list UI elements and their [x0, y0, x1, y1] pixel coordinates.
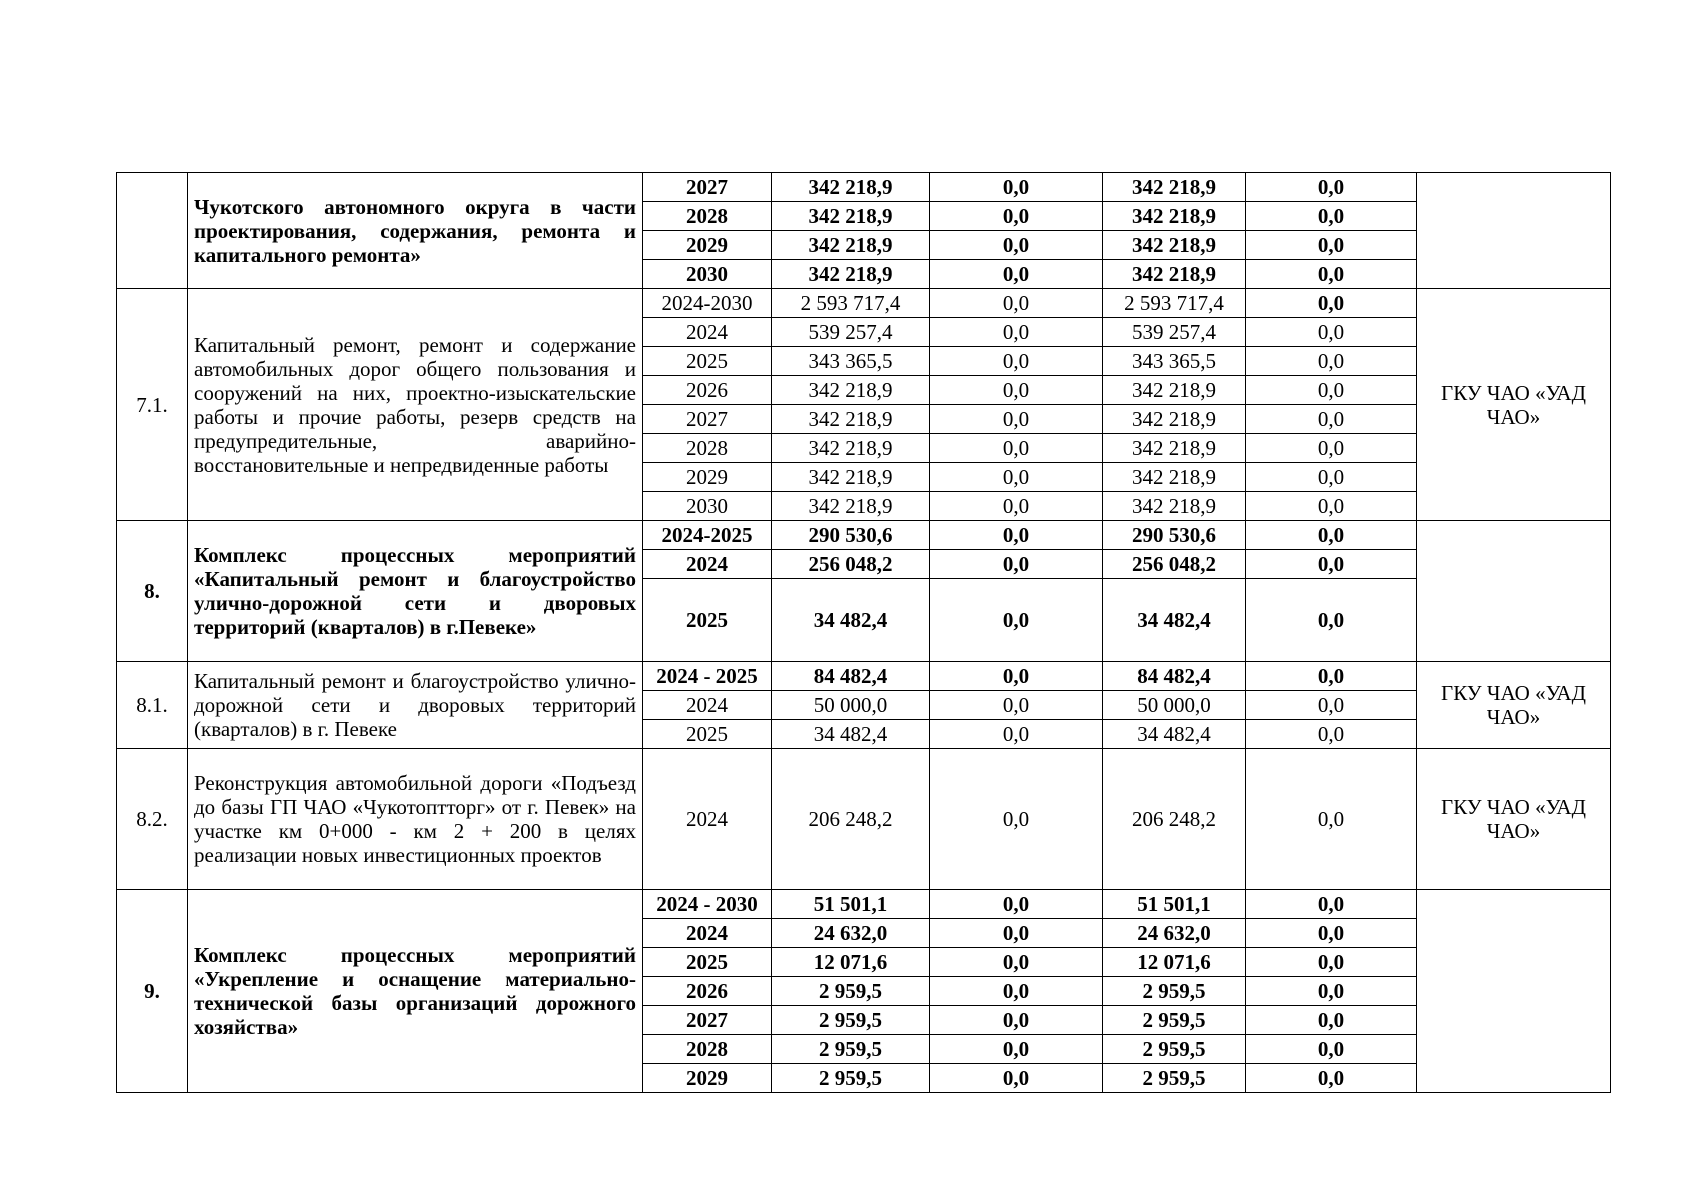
regional-cell: 343 365,5	[1103, 347, 1246, 376]
item-name: Комплекс процессных мероприятий «Капитальный ремонт и благоустройство улично-дорожной сети и дворовых территорий (кварталов) в г.Певеке»	[188, 521, 643, 662]
regional-cell: 51 501,1	[1103, 890, 1246, 919]
regional-cell: 256 048,2	[1103, 550, 1246, 579]
responsible-cell: ГКУ ЧАО «УАД ЧАО»	[1417, 662, 1611, 749]
responsible-cell: ГКУ ЧАО «УАД ЧАО»	[1417, 289, 1611, 521]
other-cell: 0,0	[1246, 919, 1417, 948]
other-cell: 0,0	[1246, 463, 1417, 492]
federal-cell: 0,0	[930, 720, 1103, 749]
table-row	[117, 890, 1611, 919]
regional-cell: 342 218,9	[1103, 463, 1246, 492]
total-cell: 343 365,5	[772, 347, 930, 376]
responsible-cell	[1417, 173, 1611, 289]
regional-cell: 290 530,6	[1103, 521, 1246, 550]
total-cell: 342 218,9	[772, 260, 930, 289]
other-cell: 0,0	[1246, 376, 1417, 405]
period-cell: 2028	[643, 1035, 772, 1064]
regional-cell: 342 218,9	[1103, 202, 1246, 231]
other-cell: 0,0	[1246, 1064, 1417, 1093]
item-number: 7.1.	[117, 289, 188, 521]
other-cell: 0,0	[1246, 890, 1417, 919]
federal-cell: 0,0	[930, 260, 1103, 289]
federal-cell: 0,0	[930, 318, 1103, 347]
regional-cell: 34 482,4	[1103, 579, 1246, 662]
total-cell: 2 959,5	[772, 1006, 930, 1035]
other-cell: 0,0	[1246, 347, 1417, 376]
federal-cell: 0,0	[930, 231, 1103, 260]
federal-cell: 0,0	[930, 691, 1103, 720]
regional-cell: 342 218,9	[1103, 492, 1246, 521]
federal-cell: 0,0	[930, 550, 1103, 579]
table-row	[117, 662, 1611, 691]
table-row	[117, 749, 1611, 890]
item-number: 8.	[117, 521, 188, 662]
federal-cell: 0,0	[930, 1035, 1103, 1064]
item-name: Комплекс процессных мероприятий «Укрепление и оснащение материально-технической базы организаций дорожного хозяйства»	[188, 890, 643, 1093]
period-cell: 2024	[643, 550, 772, 579]
federal-cell: 0,0	[930, 890, 1103, 919]
item-name: Реконструкция автомобильной дороги «Подъезд до базы ГП ЧАО «Чукотоптторг» от г. Певек» на участке км 0+000 - км 2 + 200 в целях реализации новых инвестиционных проектов	[188, 749, 643, 890]
other-cell: 0,0	[1246, 260, 1417, 289]
period-cell: 2024 - 2030	[643, 890, 772, 919]
other-cell: 0,0	[1246, 492, 1417, 521]
federal-cell: 0,0	[930, 202, 1103, 231]
item-number: 9.	[117, 890, 188, 1093]
federal-cell: 0,0	[930, 521, 1103, 550]
table-row	[117, 289, 1611, 318]
table-row	[117, 173, 1611, 202]
other-cell: 0,0	[1246, 1006, 1417, 1035]
total-cell: 342 218,9	[772, 434, 930, 463]
total-cell: 34 482,4	[772, 579, 930, 662]
period-cell: 2024	[643, 691, 772, 720]
period-cell: 2028	[643, 434, 772, 463]
federal-cell: 0,0	[930, 376, 1103, 405]
other-cell: 0,0	[1246, 521, 1417, 550]
total-cell: 84 482,4	[772, 662, 930, 691]
federal-cell: 0,0	[930, 919, 1103, 948]
item-number: 8.1.	[117, 662, 188, 749]
total-cell: 290 530,6	[772, 521, 930, 550]
total-cell: 256 048,2	[772, 550, 930, 579]
regional-cell: 342 218,9	[1103, 260, 1246, 289]
regional-cell: 342 218,9	[1103, 405, 1246, 434]
regional-cell: 206 248,2	[1103, 749, 1246, 890]
other-cell: 0,0	[1246, 662, 1417, 691]
period-cell: 2030	[643, 492, 772, 521]
other-cell: 0,0	[1246, 173, 1417, 202]
other-cell: 0,0	[1246, 977, 1417, 1006]
regional-cell: 342 218,9	[1103, 376, 1246, 405]
regional-cell: 2 959,5	[1103, 977, 1246, 1006]
other-cell: 0,0	[1246, 405, 1417, 434]
total-cell: 50 000,0	[772, 691, 930, 720]
total-cell: 51 501,1	[772, 890, 930, 919]
regional-cell: 342 218,9	[1103, 173, 1246, 202]
regional-cell: 84 482,4	[1103, 662, 1246, 691]
total-cell: 2 959,5	[772, 1035, 930, 1064]
total-cell: 206 248,2	[772, 749, 930, 890]
period-cell: 2025	[643, 720, 772, 749]
period-cell: 2027	[643, 173, 772, 202]
period-cell: 2030	[643, 260, 772, 289]
other-cell: 0,0	[1246, 231, 1417, 260]
regional-cell: 539 257,4	[1103, 318, 1246, 347]
period-cell: 2025	[643, 948, 772, 977]
period-cell: 2027	[643, 1006, 772, 1035]
period-cell: 2029	[643, 1064, 772, 1093]
item-name: Капитальный ремонт, ремонт и содержание автомобильных дорог общего пользования и сооружений на них, проектно-изыскательские работы и прочие работы, резерв средств на предупредительные, аварийно-восстановительные и непредвиденные работы	[188, 289, 643, 521]
period-cell: 2024-2025	[643, 521, 772, 550]
regional-cell: 50 000,0	[1103, 691, 1246, 720]
period-cell: 2029	[643, 231, 772, 260]
responsible-cell	[1417, 521, 1611, 662]
total-cell: 2 959,5	[772, 977, 930, 1006]
federal-cell: 0,0	[930, 948, 1103, 977]
other-cell: 0,0	[1246, 720, 1417, 749]
item-number: 8.2.	[117, 749, 188, 890]
period-cell: 2025	[643, 347, 772, 376]
regional-cell: 34 482,4	[1103, 720, 1246, 749]
federal-cell: 0,0	[930, 749, 1103, 890]
federal-cell: 0,0	[930, 347, 1103, 376]
item-number	[117, 173, 188, 289]
period-cell: 2024 - 2025	[643, 662, 772, 691]
federal-cell: 0,0	[930, 463, 1103, 492]
regional-cell: 2 959,5	[1103, 1035, 1246, 1064]
regional-cell: 24 632,0	[1103, 919, 1246, 948]
other-cell: 0,0	[1246, 202, 1417, 231]
total-cell: 342 218,9	[772, 231, 930, 260]
other-cell: 0,0	[1246, 579, 1417, 662]
regional-cell: 342 218,9	[1103, 231, 1246, 260]
total-cell: 342 218,9	[772, 202, 930, 231]
other-cell: 0,0	[1246, 434, 1417, 463]
program-financing-table	[116, 172, 1611, 1093]
responsible-cell	[1417, 890, 1611, 1093]
period-cell: 2027	[643, 405, 772, 434]
total-cell: 342 218,9	[772, 376, 930, 405]
period-cell: 2024	[643, 318, 772, 347]
total-cell: 12 071,6	[772, 948, 930, 977]
responsible-cell: ГКУ ЧАО «УАД ЧАО»	[1417, 749, 1611, 890]
regional-cell: 2 959,5	[1103, 1006, 1246, 1035]
period-cell: 2025	[643, 579, 772, 662]
federal-cell: 0,0	[930, 1006, 1103, 1035]
regional-cell: 342 218,9	[1103, 434, 1246, 463]
table-row	[117, 521, 1611, 550]
total-cell: 342 218,9	[772, 492, 930, 521]
total-cell: 342 218,9	[772, 173, 930, 202]
federal-cell: 0,0	[930, 579, 1103, 662]
other-cell: 0,0	[1246, 289, 1417, 318]
other-cell: 0,0	[1246, 948, 1417, 977]
total-cell: 342 218,9	[772, 463, 930, 492]
other-cell: 0,0	[1246, 691, 1417, 720]
regional-cell: 2 593 717,4	[1103, 289, 1246, 318]
item-name: Капитальный ремонт и благоустройство улично-дорожной сети и дворовых территорий (кварталов) в г. Певеке	[188, 662, 643, 749]
total-cell: 24 632,0	[772, 919, 930, 948]
federal-cell: 0,0	[930, 492, 1103, 521]
other-cell: 0,0	[1246, 550, 1417, 579]
period-cell: 2024-2030	[643, 289, 772, 318]
period-cell: 2026	[643, 376, 772, 405]
total-cell: 2 959,5	[772, 1064, 930, 1093]
regional-cell: 12 071,6	[1103, 948, 1246, 977]
total-cell: 2 593 717,4	[772, 289, 930, 318]
period-cell: 2026	[643, 977, 772, 1006]
period-cell: 2024	[643, 919, 772, 948]
federal-cell: 0,0	[930, 173, 1103, 202]
period-cell: 2028	[643, 202, 772, 231]
federal-cell: 0,0	[930, 662, 1103, 691]
other-cell: 0,0	[1246, 1035, 1417, 1064]
total-cell: 34 482,4	[772, 720, 930, 749]
federal-cell: 0,0	[930, 405, 1103, 434]
total-cell: 539 257,4	[772, 318, 930, 347]
other-cell: 0,0	[1246, 749, 1417, 890]
regional-cell: 2 959,5	[1103, 1064, 1246, 1093]
federal-cell: 0,0	[930, 1064, 1103, 1093]
period-cell: 2029	[643, 463, 772, 492]
total-cell: 342 218,9	[772, 405, 930, 434]
federal-cell: 0,0	[930, 289, 1103, 318]
federal-cell: 0,0	[930, 434, 1103, 463]
federal-cell: 0,0	[930, 977, 1103, 1006]
item-name: Чукотского автономного округа в части проектирования, содержания, ремонта и капитального ремонта»	[188, 173, 643, 289]
period-cell: 2024	[643, 749, 772, 890]
other-cell: 0,0	[1246, 318, 1417, 347]
